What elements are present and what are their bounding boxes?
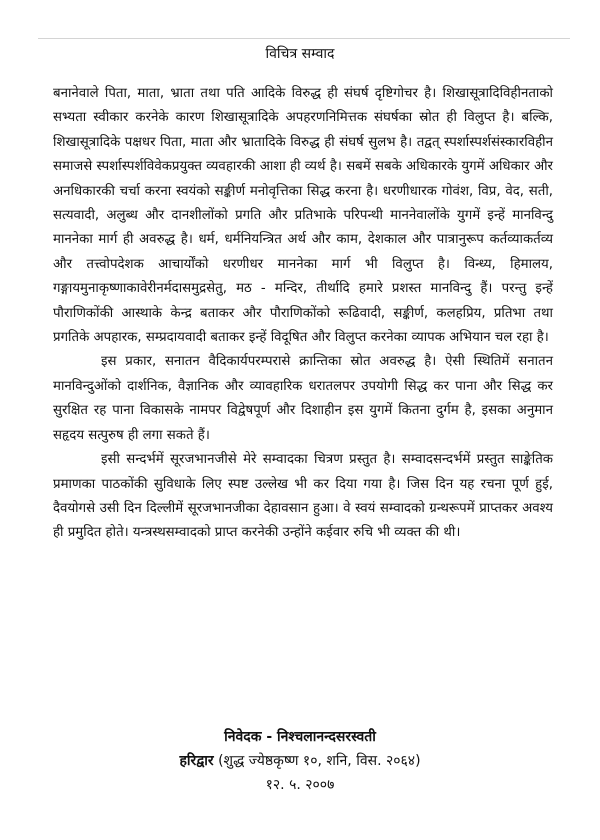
date-detail: (शुद्ध ज्येष्ठकृष्ण १०, शनि, विस. २०६४) [218,753,421,769]
place-date-line [0,749,600,773]
running-title: विचित्र सम्वाद [265,46,335,62]
paragraph: इसी सन्दर्भमें सूरजभानजीसे मेरे सम्वादका चित्रण प्रस्तुत है। सम्वादसन्दर्भमें प्रस्तुत साङ्केतिक प्रमाणका पाठकोंकी सुविधाके लिए स्पष्ट उल्लेख भी कर दिया गया है। जिस दिन यह रचना पूर्ण हुई, दैवयोगसे उसी दिन दिल्लीमें सूरजभानजीका देहावसान हुआ। वे स्वयं सम्वादको ग्रन्थरूपमें प्राप्तकर अवश्य ही प्रमुदित होते। यन्त्रस्थसम्वादको प्राप्त करनेकी उन्होंने कईवार रुचि भी व्यक्त की थी। [53,452,553,541]
place-name: हरिद्वार [179,753,214,769]
paragraph: इस प्रकार, सनातन वैदिकार्यपरम्परासे क्रान्तिका स्रोत अवरुद्ध है। ऐसी स्थितिमें सनातन मानविन्दुओंको दार्शनिक, वैज्ञानिक और व्यावहारिक धरातलपर उपयोगी सिद्ध कर पाना और सिद्ध कर सुरक्षित रह पाना विकासके नामपर विद्वेषपूर्ण और दिशाहीन इस युगमें कितना दुर्गम है, इसका अनुमान सहृदय सत्पुरुष ही लगा सकते हैं। [53,354,553,443]
header-rule [38,38,570,39]
date: १२. ५. २००७ [265,777,335,793]
paragraph: बनानेवाले पिता, माता, भ्राता तथा पति आदिके विरुद्ध ही संघर्ष दृष्टिगोचर है। शिखासूत्रादिविहीनताको सभ्यता स्वीकार करनेके कारण शिखासूत्रादिके अपहरणनिमित्तक संघर्षका स्रोत ही विलुप्त है। बल्कि, शिखासूत्रादिके पक्षधर पिता, माता और भ्रातादिके विरुद्ध ही संघर्ष सुलभ है। तद्वत् स्पर्शास्पर्शसंस्कारविहीन समाजसे स्पर्शास्पर्शविवेकप्रयुक्त व्यवहारकी आशा ही व्यर्थ है। सबमें सबके अधिकारके युगमें अधिकार और अनधिकारकी चर्चा करना स्वयंको सङ्कीर्ण मनोवृत्तिका सिद्ध करना है। धरणीधारक गोवंश, विप्र, वेद, सती, सत्यवादी, अलुब्ध और दानशीलोंको प्रगति और प्रतिभाके परिपन्थी माननेवालोंके युगमें इन्हें मानविन्दु माननेका मार्ग ही अवरुद्ध है। धर्म, धर्मनियन्त्रित अर्थ और काम, देशकाल और पात्रानुरूप कर्तव्याकर्तव्य और तत्त्वोपदेशक आचार्योंको धरणीधर माननेका मार्ग भी विलुप्त है। विन्ध्य, हिमालय, गङ्गायमुनाकृष्णाकावेरीनर्मदासमुद्रसेतु, मठ - मन्दिर, तीर्थादि हमारे प्रशस्त मानविन्दु हैं। परन्तु इन्हें पौराणिकोंकी आस्थाके केन्द्र बताकर और पौराणिकोंको रूढिवादी, सङ्कीर्ण, कलहप्रिय, प्रतिभा तथा प्रगतिके अपहारक, सम्प्रदायवादी बताकर इन्हें विदूषित और विलुप्त करनेका व्यापक अभियान चल रहा है। [53,86,553,346]
body-text [53,82,553,546]
author-signature: निवेदक - निश्चलानन्दसरस्वती [224,729,376,745]
signature-block [0,725,600,797]
